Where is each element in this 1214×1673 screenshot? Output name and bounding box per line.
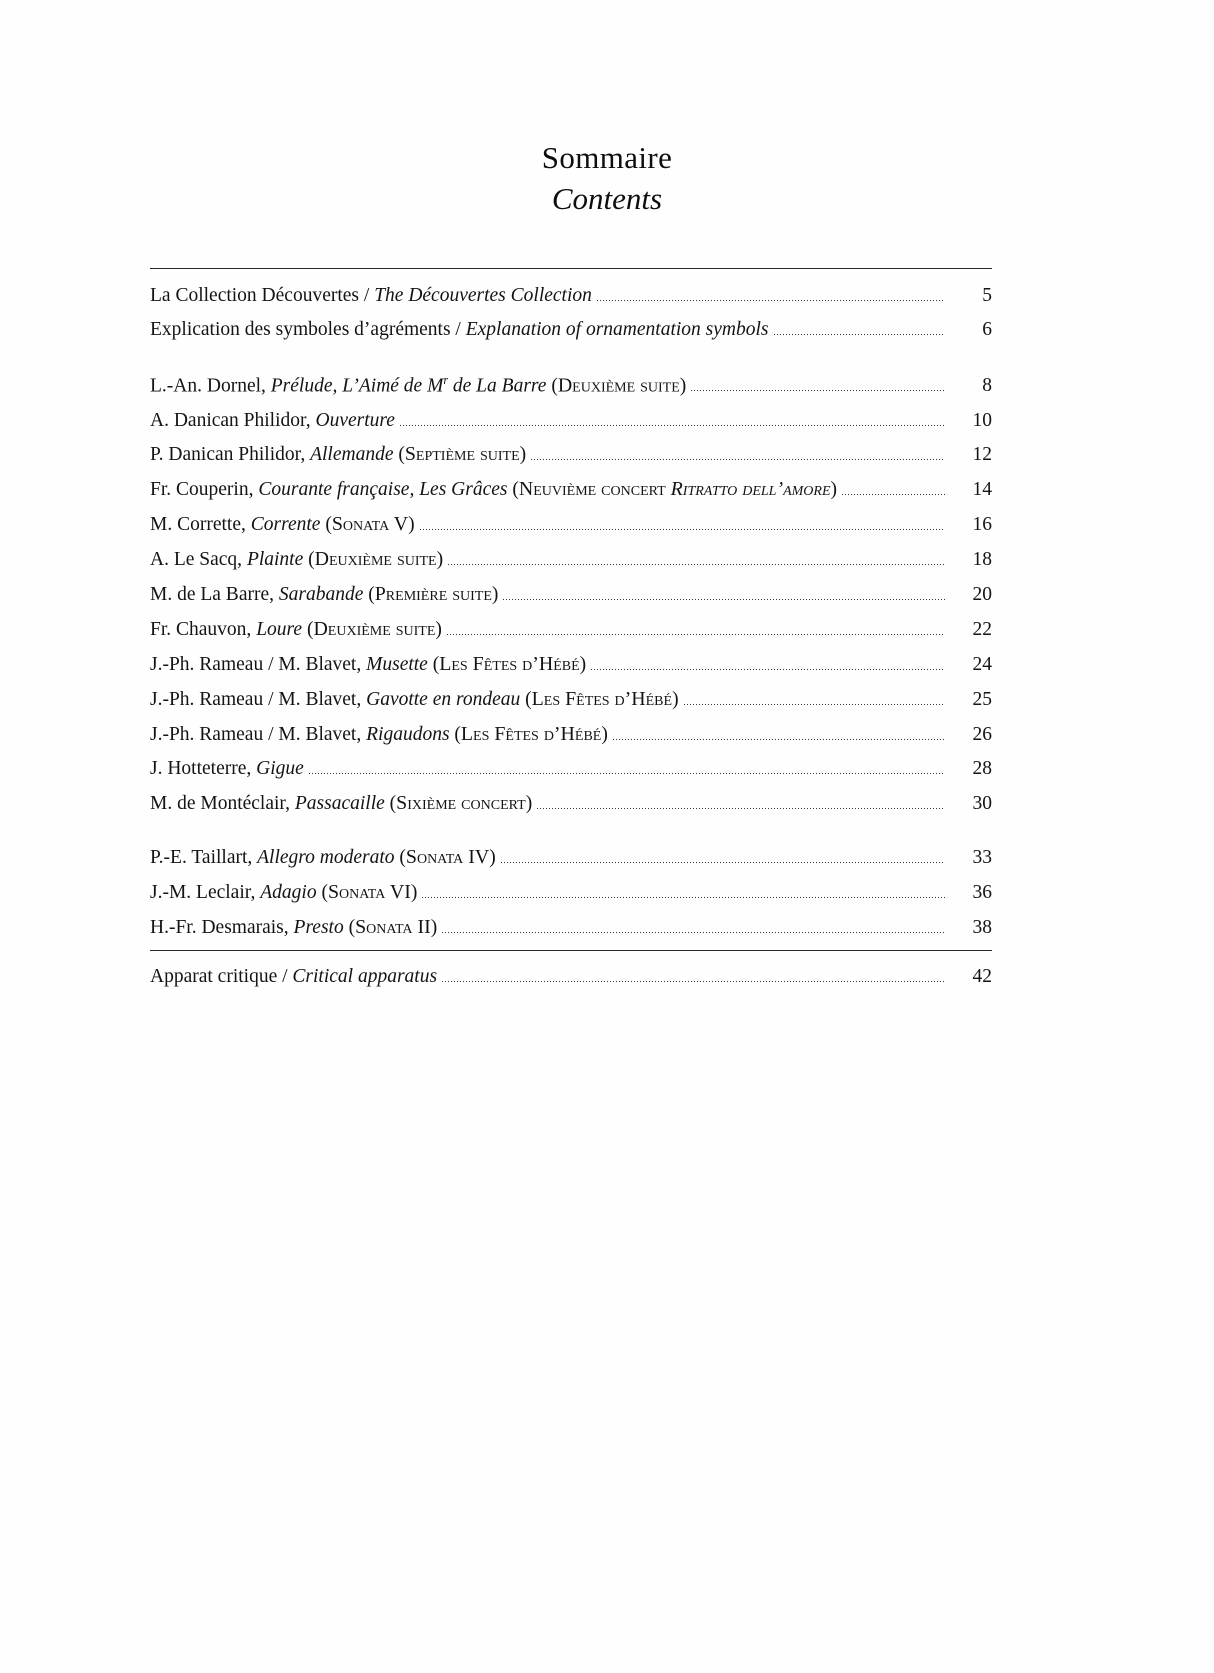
source-close-paren: ) [489, 846, 496, 868]
source-reference: Sonata VI [327, 880, 411, 903]
leader-dots [684, 704, 945, 705]
toc-entry-label-english: Explanation of ornamentation symbols [465, 319, 769, 340]
work-title: Passacaille [294, 792, 385, 814]
source-open-paren: ( [449, 723, 461, 745]
leader-dots [422, 897, 945, 898]
toc-entry[interactable] [150, 647, 992, 682]
toc-entry-label-english: Critical apparatus [292, 966, 438, 988]
source-open-paren: ( [320, 514, 332, 536]
source-reference: Deuxième suite [313, 617, 436, 640]
leader-dots [442, 981, 945, 982]
toc-page-number: 22 [972, 618, 992, 640]
source-open-paren: ( [302, 618, 314, 640]
work-title-continued: de La Barre [448, 375, 547, 396]
toc-entry[interactable] [150, 438, 992, 473]
toc-entry[interactable] [150, 786, 992, 821]
source-reference: Sonata IV [405, 845, 490, 868]
page-title-french: Sommaire [541, 140, 673, 175]
toc-top-rule [150, 268, 992, 269]
composer-name: J. Hotteterre, [150, 758, 257, 780]
work-title: Adagio [260, 881, 317, 903]
work-title: Sarabande [278, 583, 364, 605]
toc-page-number: 25 [972, 688, 992, 710]
source-open-paren: ( [507, 479, 519, 501]
toc-entry-text [150, 411, 400, 431]
work-title: Presto [293, 916, 344, 938]
composer-name: J.-Ph. Rameau / M. Blavet, [150, 653, 367, 675]
source-open-paren: ( [393, 444, 405, 466]
toc-entry-text [150, 759, 309, 779]
leader-dots [448, 564, 945, 565]
toc-page-number: 8 [982, 375, 992, 396]
toc-page-number: 26 [972, 723, 992, 745]
source-reference: Neuvième concert [518, 478, 671, 501]
toc-entry-text [150, 445, 531, 465]
source-close-paren: ) [672, 688, 679, 710]
toc-entry[interactable] [150, 366, 992, 403]
group-spacer-1 [150, 347, 992, 366]
toc-page-number: 42 [972, 966, 992, 988]
table-of-contents [150, 268, 992, 994]
source-reference: Les Fêtes d’Hébé [460, 722, 602, 745]
source-open-paren: ( [343, 916, 356, 938]
music-entries-group [150, 366, 992, 821]
work-title: Allegro moderato [257, 846, 395, 868]
source-reference: Sonata V [331, 513, 409, 536]
toc-entry[interactable] [150, 543, 992, 578]
toc-entry-text [150, 915, 442, 938]
work-title: Plainte [246, 549, 304, 571]
toc-entry-text [150, 845, 501, 868]
source-close-paren: ) [830, 479, 838, 501]
source-reference: Septième suite [404, 443, 520, 466]
composer-name: A. Danican Philidor, [150, 409, 316, 431]
toc-page-number: 36 [972, 881, 992, 903]
source-close-paren: ) [435, 618, 442, 640]
work-title: Prélude, L’Aimé de M [270, 375, 444, 396]
source-close-paren: ) [410, 881, 418, 903]
toc-page-number: 20 [972, 583, 992, 605]
toc-bottom-rule [150, 950, 992, 951]
composer-name: J.-M. Leclair, [150, 881, 261, 903]
toc-entry-text [150, 480, 842, 500]
leader-dots [503, 599, 945, 600]
toc-entry-text [150, 320, 774, 340]
source-reference: Première suite [374, 582, 492, 605]
leader-dots [774, 334, 945, 335]
composer-name: M. Corrette, [150, 514, 251, 536]
source-close-paren: ) [519, 444, 527, 466]
composer-name: P.-E. Taillart, [150, 846, 258, 868]
toc-entry[interactable] [150, 313, 992, 348]
toc-entry-text [150, 880, 422, 903]
source-reference: Les Fêtes d’Hébé [439, 652, 580, 675]
toc-entry-text [150, 722, 613, 745]
toc-entry-text [150, 286, 597, 306]
work-title: Courante française, Les Grâces [258, 479, 508, 501]
composer-name: H.-Fr. Desmarais, [150, 916, 294, 938]
toc-entry-text [150, 550, 448, 570]
source-reference: Deuxième suite [557, 374, 680, 396]
composer-name: J.-Ph. Rameau / M. Blavet, [150, 688, 367, 710]
toc-entry-text [150, 967, 442, 987]
source-reference-italic: Ritratto dell’amore [670, 478, 831, 501]
back-matter-group [150, 960, 992, 995]
composer-name: Fr. Couperin, [150, 479, 259, 501]
toc-entry-label-french: La Collection Découvertes / [150, 284, 375, 306]
toc-entry-text [150, 687, 684, 710]
source-close-paren: ) [436, 549, 444, 571]
toc-entry-label-english: The Découvertes Collection [374, 284, 592, 306]
toc-entry[interactable] [150, 403, 992, 438]
leader-dots [537, 808, 945, 809]
source-open-paren: ( [384, 792, 397, 814]
work-title: Gigue [256, 758, 304, 780]
toc-page-number: 6 [982, 319, 992, 340]
source-open-paren: ( [303, 549, 315, 571]
leader-dots [691, 390, 945, 391]
toc-entry-label-french: Apparat critique / [150, 966, 293, 988]
toc-entry[interactable] [150, 960, 992, 995]
leader-dots [400, 425, 945, 426]
toc-entry[interactable] [150, 717, 992, 752]
front-matter-group [150, 278, 992, 347]
leader-dots [591, 669, 945, 670]
toc-entry[interactable] [150, 875, 992, 910]
toc-page-number: 5 [982, 284, 992, 306]
source-open-paren: ( [394, 846, 406, 868]
source-reference: Sixième concert [396, 791, 526, 814]
source-close-paren: ) [430, 916, 438, 938]
source-close-paren: ) [525, 792, 533, 814]
leader-dots [597, 300, 945, 301]
source-close-paren: ) [491, 583, 499, 605]
source-reference: Sonata II [355, 915, 431, 938]
work-title-superscript: r [443, 372, 449, 387]
work-title: Ouverture [315, 409, 395, 431]
work-title: Corrente [250, 514, 321, 536]
toc-page-number: 18 [972, 549, 992, 571]
toc-page-number: 30 [972, 792, 992, 814]
source-open-paren: ( [546, 375, 558, 396]
source-open-paren: ( [316, 881, 328, 903]
source-close-paren: ) [579, 653, 587, 675]
leader-dots [309, 773, 945, 774]
toc-page-number: 24 [972, 653, 992, 675]
toc-entry[interactable] [150, 577, 992, 612]
toc-entry[interactable] [150, 752, 992, 787]
toc-entry[interactable] [150, 612, 992, 647]
source-open-paren: ( [363, 583, 375, 605]
leader-dots [842, 494, 945, 495]
toc-page-number: 16 [972, 514, 992, 536]
page-title-english: Contents [551, 180, 663, 216]
toc-page-number: 12 [972, 444, 992, 466]
leader-dots [447, 634, 945, 635]
toc-entry-text [150, 652, 591, 675]
toc-entry-text [150, 374, 691, 396]
toc-entry-text [150, 515, 420, 535]
leader-dots [442, 932, 945, 933]
toc-entry[interactable] [150, 473, 992, 508]
source-close-paren: ) [601, 723, 608, 745]
leader-dots [531, 459, 945, 460]
source-reference: Les Fêtes d’Hébé [531, 687, 673, 710]
toc-entry[interactable] [150, 508, 992, 543]
group-spacer-2 [150, 821, 992, 840]
composer-name: M. de Montéclair, [150, 792, 295, 814]
source-open-paren: ( [427, 653, 440, 675]
toc-entry-text [150, 791, 537, 814]
composer-name: Fr. Chauvon, [150, 618, 257, 640]
toc-entry[interactable] [150, 840, 992, 875]
toc-entry-text [150, 617, 447, 640]
source-reference: Deuxième suite [314, 548, 437, 571]
composer-name: A. Le Sacq, [150, 549, 247, 571]
work-title: Musette [366, 653, 428, 675]
sonata-entries-group [150, 840, 992, 945]
toc-entry[interactable] [150, 910, 992, 945]
composer-name: M. de La Barre, [150, 583, 279, 605]
toc-entry[interactable] [150, 278, 992, 313]
composer-name: J.-Ph. Rameau / M. Blavet, [150, 723, 367, 745]
toc-entry-label-french: Explication des symboles d’agréments / [150, 319, 466, 340]
leader-dots [501, 862, 945, 863]
toc-entry[interactable] [150, 682, 992, 717]
work-title: Gavotte en rondeau [366, 688, 521, 710]
work-title: Rigaudons [366, 723, 450, 745]
composer-name: P. Danican Philidor, [150, 444, 311, 466]
source-open-paren: ( [520, 688, 532, 710]
page-title-block [0, 0, 1214, 222]
leader-dots [613, 739, 945, 740]
toc-entry-text [150, 582, 503, 605]
toc-page-number: 28 [972, 758, 992, 780]
source-close-paren: ) [679, 375, 687, 396]
source-close-paren: ) [408, 514, 415, 536]
toc-page-number: 38 [972, 916, 992, 938]
work-title: Loure [256, 618, 303, 640]
toc-page-number: 33 [972, 846, 992, 868]
toc-page-number: 14 [972, 479, 992, 501]
toc-page-number: 10 [972, 409, 992, 431]
composer-name: L.-An. Dornel, [150, 375, 271, 396]
work-title: Allemande [310, 444, 394, 466]
leader-dots [420, 529, 945, 530]
